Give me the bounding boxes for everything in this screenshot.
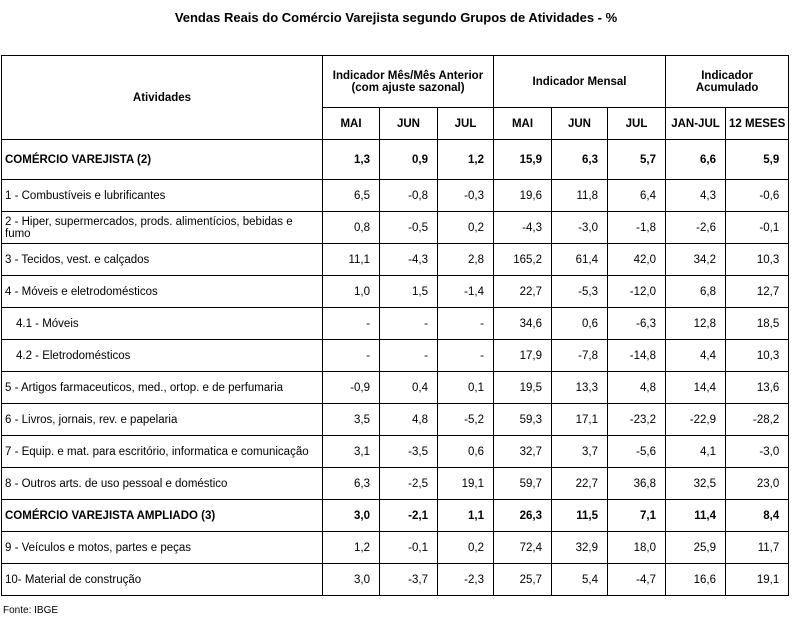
value-cell: 0,9	[380, 140, 438, 180]
value-cell: 3,0	[323, 500, 380, 532]
value-cell: 13,3	[552, 372, 608, 404]
value-cell: 4,8	[380, 404, 438, 436]
value-cell: 6,8	[666, 276, 726, 308]
table-row	[2, 244, 789, 276]
value-cell: -3,7	[380, 564, 438, 596]
value-cell: 7,1	[608, 500, 666, 532]
value-cell: -3,0	[726, 436, 789, 468]
value-cell: 22,7	[552, 468, 608, 500]
value-cell: 4,8	[608, 372, 666, 404]
value-cell: 4,3	[666, 180, 726, 212]
value-cell: 19,1	[726, 564, 789, 596]
value-cell: -12,0	[608, 276, 666, 308]
subheader-cell: JUN	[552, 108, 608, 140]
value-cell: 19,6	[494, 180, 552, 212]
value-cell: -0,3	[438, 180, 494, 212]
value-cell: -5,3	[552, 276, 608, 308]
value-cell: 32,9	[552, 532, 608, 564]
table-body	[2, 140, 789, 596]
value-cell: 34,2	[666, 244, 726, 276]
value-cell: -0,5	[380, 212, 438, 244]
value-cell: 61,4	[552, 244, 608, 276]
value-cell: -4,3	[494, 212, 552, 244]
value-cell: 19,1	[438, 468, 494, 500]
value-cell: 22,7	[494, 276, 552, 308]
value-cell: -	[323, 340, 380, 372]
value-cell: 5,9	[726, 140, 789, 180]
value-cell: 32,5	[666, 468, 726, 500]
value-cell: -2,5	[380, 468, 438, 500]
value-cell: 16,6	[666, 564, 726, 596]
value-cell: -0,1	[380, 532, 438, 564]
value-cell: 18,5	[726, 308, 789, 340]
value-cell: 8,4	[726, 500, 789, 532]
value-cell: 6,6	[666, 140, 726, 180]
value-cell: 2,8	[438, 244, 494, 276]
value-cell: -3,0	[552, 212, 608, 244]
value-cell: 5,4	[552, 564, 608, 596]
value-cell: -3,5	[380, 436, 438, 468]
value-cell: 0,6	[438, 436, 494, 468]
value-cell: 1,1	[438, 500, 494, 532]
value-cell: -14,8	[608, 340, 666, 372]
row-label: 7 - Equip. e mat. para escritório, informatica e comunicação	[2, 436, 323, 468]
value-cell: -23,2	[608, 404, 666, 436]
table-row	[2, 436, 789, 468]
value-cell: -5,2	[438, 404, 494, 436]
value-cell: -	[438, 340, 494, 372]
value-cell: 0,2	[438, 212, 494, 244]
value-cell: 4,1	[666, 436, 726, 468]
value-cell: -4,3	[380, 244, 438, 276]
value-cell: 36,8	[608, 468, 666, 500]
header-atividades: Atividades	[2, 56, 323, 140]
value-cell: 1,2	[323, 532, 380, 564]
value-cell: 11,7	[726, 532, 789, 564]
value-cell: 34,6	[494, 308, 552, 340]
table-row	[2, 140, 789, 180]
value-cell: -2,1	[380, 500, 438, 532]
row-label: 8 - Outros arts. de uso pessoal e doméstico	[2, 468, 323, 500]
value-cell: 1,2	[438, 140, 494, 180]
value-cell: 6,4	[608, 180, 666, 212]
value-cell: -22,9	[666, 404, 726, 436]
value-cell: -0,9	[323, 372, 380, 404]
row-label: 4 - Móveis e eletrodomésticos	[2, 276, 323, 308]
value-cell: 1,0	[323, 276, 380, 308]
value-cell: -2,6	[666, 212, 726, 244]
value-cell: 1,5	[380, 276, 438, 308]
row-label: 4.1 - Móveis	[2, 308, 323, 340]
header-mensal: Indicador Mensal	[494, 56, 666, 108]
row-label: 5 - Artigos farmaceuticos, med., ortop. e de perfumaria	[2, 372, 323, 404]
table-row	[2, 404, 789, 436]
value-cell: -	[438, 308, 494, 340]
value-cell: 6,3	[552, 140, 608, 180]
value-cell: 3,1	[323, 436, 380, 468]
value-cell: 6,5	[323, 180, 380, 212]
row-label: 9 - Veículos e motos, partes e peças	[2, 532, 323, 564]
table-row	[2, 564, 789, 596]
value-cell: 12,8	[666, 308, 726, 340]
value-cell: 12,7	[726, 276, 789, 308]
row-label: 4.2 - Eletrodomésticos	[2, 340, 323, 372]
value-cell: 10,3	[726, 244, 789, 276]
value-cell: 3,5	[323, 404, 380, 436]
table-row	[2, 212, 789, 244]
subheader-cell: 12 MESES	[726, 108, 789, 140]
value-cell: -1,4	[438, 276, 494, 308]
value-cell: 25,9	[666, 532, 726, 564]
activities-table	[1, 55, 789, 596]
value-cell: 25,7	[494, 564, 552, 596]
subheader-cell: MAI	[323, 108, 380, 140]
value-cell: -6,3	[608, 308, 666, 340]
value-cell: 18,0	[608, 532, 666, 564]
table-row	[2, 340, 789, 372]
row-label: 10- Material de construção	[2, 564, 323, 596]
value-cell: 1,3	[323, 140, 380, 180]
value-cell: 10,3	[726, 340, 789, 372]
subheader-cell: JUL	[608, 108, 666, 140]
value-cell: 0,4	[380, 372, 438, 404]
value-cell: 59,3	[494, 404, 552, 436]
value-cell: 23,0	[726, 468, 789, 500]
value-cell: -	[380, 308, 438, 340]
page-title: Vendas Reais do Comércio Varejista segundo Grupos de Atividades - %	[174, 10, 618, 25]
value-cell: 11,1	[323, 244, 380, 276]
value-cell: 13,6	[726, 372, 789, 404]
table-row	[2, 180, 789, 212]
value-cell: 3,0	[323, 564, 380, 596]
value-cell: 17,9	[494, 340, 552, 372]
value-cell: 14,4	[666, 372, 726, 404]
header-mes-anterior: Indicador Mês/Mês Anterior (com ajuste sazonal)	[323, 56, 494, 108]
table-row	[2, 532, 789, 564]
header-acumulado: Indicador Acumulado	[666, 56, 789, 108]
row-label: 6 - Livros, jornais, rev. e papelaria	[2, 404, 323, 436]
value-cell: 26,3	[494, 500, 552, 532]
value-cell: -	[323, 308, 380, 340]
value-cell: 42,0	[608, 244, 666, 276]
value-cell: -0,8	[380, 180, 438, 212]
value-cell: 6,3	[323, 468, 380, 500]
value-cell: 11,5	[552, 500, 608, 532]
table-row	[2, 308, 789, 340]
value-cell: 72,4	[494, 532, 552, 564]
value-cell: 59,7	[494, 468, 552, 500]
table-row	[2, 276, 789, 308]
value-cell: 0,2	[438, 532, 494, 564]
value-cell: -2,3	[438, 564, 494, 596]
value-cell: 0,1	[438, 372, 494, 404]
value-cell: 19,5	[494, 372, 552, 404]
row-label: 3 - Tecidos, vest. e calçados	[2, 244, 323, 276]
value-cell: 0,8	[323, 212, 380, 244]
value-cell: 11,4	[666, 500, 726, 532]
value-cell: -28,2	[726, 404, 789, 436]
value-cell: -7,8	[552, 340, 608, 372]
subheader-cell: MAI	[494, 108, 552, 140]
value-cell: -	[380, 340, 438, 372]
value-cell: 165,2	[494, 244, 552, 276]
value-cell: 5,7	[608, 140, 666, 180]
value-cell: 0,6	[552, 308, 608, 340]
source-note: Fonte: IBGE	[3, 605, 59, 616]
subheader-cell: JUN	[380, 108, 438, 140]
value-cell: -1,8	[608, 212, 666, 244]
row-label: COMÉRCIO VAREJISTA AMPLIADO (3)	[2, 500, 323, 532]
row-label: 1 - Combustíveis e lubrificantes	[2, 180, 323, 212]
value-cell: -5,6	[608, 436, 666, 468]
subheader-cell: JUL	[438, 108, 494, 140]
value-cell: 4,4	[666, 340, 726, 372]
row-label: COMÉRCIO VAREJISTA (2)	[2, 140, 323, 180]
value-cell: 15,9	[494, 140, 552, 180]
value-cell: -4,7	[608, 564, 666, 596]
table-row	[2, 468, 789, 500]
row-label: 2 - Hiper, supermercados, prods. alimentícios, bebidas e fumo	[2, 212, 323, 244]
value-cell: 32,7	[494, 436, 552, 468]
table-row	[2, 372, 789, 404]
subheader-cell: JAN-JUL	[666, 108, 726, 140]
value-cell: 11,8	[552, 180, 608, 212]
value-cell: -0,6	[726, 180, 789, 212]
table-row	[2, 500, 789, 532]
value-cell: 17,1	[552, 404, 608, 436]
value-cell: -0,1	[726, 212, 789, 244]
value-cell: 3,7	[552, 436, 608, 468]
